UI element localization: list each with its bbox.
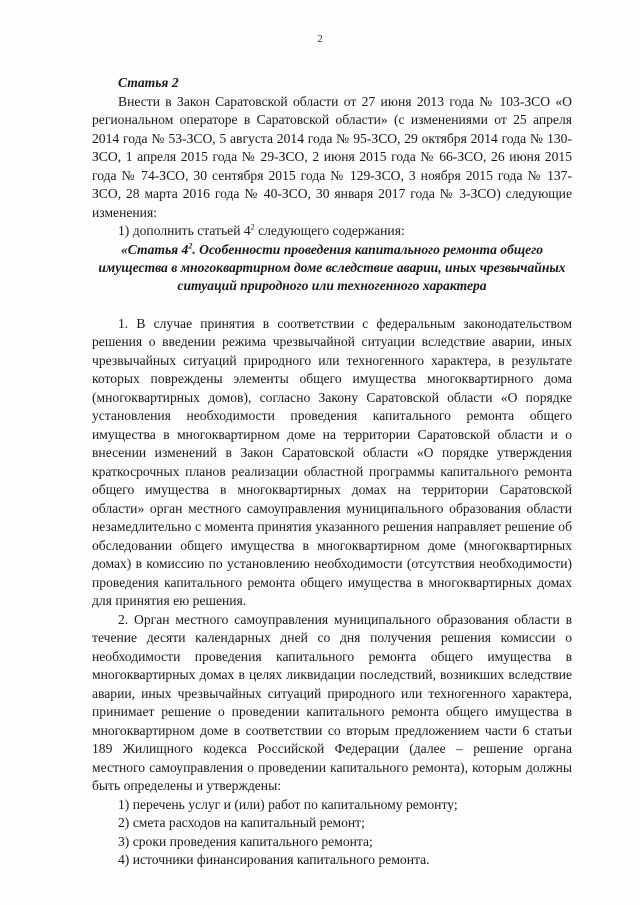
new-article-title-rest: . Особенности проведения капитального ремонта общего имущества в многоквартирном доме вследствие аварии, иных чрезвычайных ситуаций природного или техногенного характера [98, 241, 566, 293]
article-intro: Внести в Закон Саратовской области от 27 июня 2013 года № 103-ЗСО «О региональном операторе в Саратовской области» (с изменениями от 25 апреля 2014 года № 53-ЗСО, 5 августа 2014 года № 95-ЗСО, 29 октября 2014 года № 130-ЗСО, 1 апреля 2015 года № 29-ЗСО, 2 июня 2015 года № 66-ЗСО, 26 июня 2015 года № 74-ЗСО, 30 сентября 2015 года № 129-ЗСО, 3 ноября 2015 года № 137-ЗСО, 28 марта 2016 года № 40-ЗСО, 30 января 2017 года № 3-ЗСО) следующие изменения: [92, 93, 572, 220]
list-item: 2) смета расходов на капитальный ремонт; [118, 815, 365, 830]
list-item: 4) источники финансирования капитального ремонта. [118, 852, 430, 867]
new-article-title [92, 241, 572, 295]
amendment-line [92, 222, 572, 241]
page-number: 2 [317, 33, 323, 45]
document-body [92, 64, 572, 870]
article-heading: Статья 2 [118, 75, 179, 90]
list-item: 1) перечень услуг и (или) работ по капитальному ремонту; [118, 796, 458, 812]
paragraph-2: 2. Орган местного самоуправления муниципального образования области в течение десяти календарных дней со дня получения решения комиссии о необходимости проведения капитального ремонта общего имущества в многоквартирных домах в целях ликвидации последствий, возникших вследствие аварии, иных чрезвычайных ситуаций природного или техногенного характера, принимает решение о проведении капитального ремонта общего имущества в многоквартирном доме в соответствии со вторым предложением части 6 статьи 189 Жилищного кодекса Российской Федерации (далее – решение органа местного самоуправления о проведении капитального ремонта), которым должны быть определены и утверждены: [92, 611, 572, 793]
amendment-sup: 2 [250, 222, 255, 232]
spacer [92, 295, 572, 315]
amendment-prefix: 1) дополнить статьей 4 [118, 223, 251, 238]
new-article-title-prefix: «Статья 4 [120, 241, 189, 257]
list-item: 3) сроки проведения капитального ремонта; [118, 833, 373, 849]
new-article-title-sup: 2 [188, 240, 193, 250]
amendment-suffix: следующего содержания: [254, 223, 405, 238]
paragraph-1: 1. В случае принятия в соответствии с федеральным законодательством решения о введении режима чрезвычайной ситуации вследствие аварии, иных чрезвычайных ситуаций природного или техногенного характера, в результате которых повреждены элементы общего имущества многоквартирного дома (многоквартирных домов), согласно Закону Саратовской области «О порядке установления необходимости проведения капитального ремонта общего имущества в многоквартирном доме на территории Саратовской области и о внесении изменений в Закон Саратовской области «О порядке утверждения краткосрочных планов реализации областной программы капитального ремонта общего имущества в многоквартирных домах на территории Саратовской области» орган местного самоуправления муниципального образования области незамедлительно с момента принятия указанного решения направляет решение об обследовании общего имущества в многоквартирном доме (многоквартирных домах) в комиссию по установлению необходимости (отсутствия необходимости) проведения капитального ремонта общего имущества в многоквартирных домах для принятия ею решения. [92, 315, 572, 608]
